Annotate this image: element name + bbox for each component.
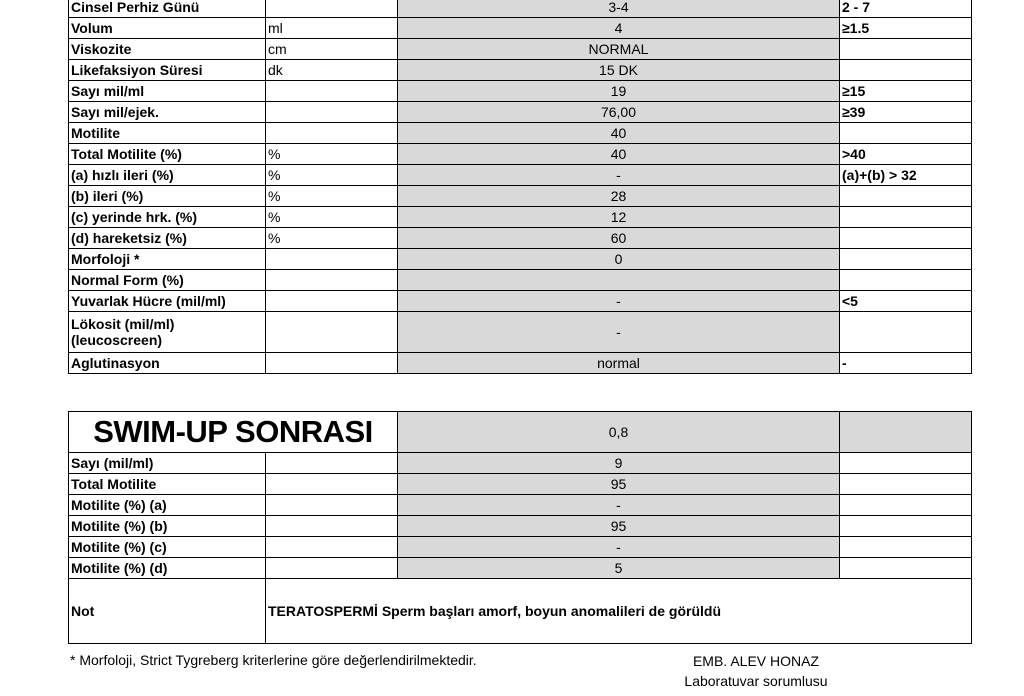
swim-row-reference bbox=[840, 558, 972, 579]
row-unit: % bbox=[266, 186, 398, 207]
signature-block bbox=[676, 651, 836, 691]
table-row bbox=[69, 123, 972, 144]
table-row bbox=[69, 516, 972, 537]
row-value: normal bbox=[398, 353, 840, 374]
swim-row-reference bbox=[840, 453, 972, 474]
table-row bbox=[69, 249, 972, 270]
row-value: 40 bbox=[398, 144, 840, 165]
row-label: Likefaksiyon Süresi bbox=[69, 60, 266, 81]
swim-row-unit bbox=[266, 474, 398, 495]
row-reference bbox=[840, 186, 972, 207]
swim-row-label: Sayı (mil/ml) bbox=[69, 453, 266, 474]
signer-title: Laboratuvar sorumlusu bbox=[684, 673, 828, 689]
swim-row-value: - bbox=[398, 537, 840, 558]
swim-row-reference bbox=[840, 474, 972, 495]
row-value: - bbox=[398, 312, 840, 353]
row-unit: % bbox=[266, 165, 398, 186]
row-unit bbox=[266, 291, 398, 312]
swim-up-title: SWIM-UP SONRASI bbox=[69, 412, 398, 453]
semen-analysis-table bbox=[68, 0, 972, 374]
row-reference: ≥39 bbox=[840, 102, 972, 123]
swim-row-reference bbox=[840, 516, 972, 537]
table-row bbox=[69, 270, 972, 291]
row-label: Viskozite bbox=[69, 39, 266, 60]
row-label: Motilite bbox=[69, 123, 266, 144]
row-value: 19 bbox=[398, 81, 840, 102]
row-label: (a) hızlı ileri (%) bbox=[69, 165, 266, 186]
row-reference bbox=[840, 249, 972, 270]
swim-row-label: Motilite (%) (b) bbox=[69, 516, 266, 537]
row-label: Aglutinasyon bbox=[69, 353, 266, 374]
swim-row-value: 95 bbox=[398, 474, 840, 495]
table-row bbox=[69, 558, 972, 579]
morphology-footnote: * Morfoloji, Strict Tygreberg kriterlerine göre değerlendirilmektedir. bbox=[70, 652, 477, 668]
row-reference bbox=[840, 123, 972, 144]
row-unit: % bbox=[266, 144, 398, 165]
row-reference: (a)+(b) > 32 bbox=[840, 165, 972, 186]
row-label: Normal Form (%) bbox=[69, 270, 266, 291]
row-unit bbox=[266, 249, 398, 270]
table-row bbox=[69, 39, 972, 60]
row-value: - bbox=[398, 291, 840, 312]
row-value: 60 bbox=[398, 228, 840, 249]
row-unit bbox=[266, 102, 398, 123]
table-row bbox=[69, 291, 972, 312]
row-reference bbox=[840, 228, 972, 249]
swim-row-unit bbox=[266, 558, 398, 579]
swim-row-value: 5 bbox=[398, 558, 840, 579]
row-value: 28 bbox=[398, 186, 840, 207]
row-label: (c) yerinde hrk. (%) bbox=[69, 207, 266, 228]
row-label: Morfoloji * bbox=[69, 249, 266, 270]
table-row bbox=[69, 102, 972, 123]
table-row bbox=[69, 312, 972, 353]
row-reference: 2 - 7 bbox=[840, 0, 972, 18]
table-row bbox=[69, 18, 972, 39]
swim-row-value: 9 bbox=[398, 453, 840, 474]
row-value: - bbox=[398, 165, 840, 186]
row-label: Sayı mil/ejek. bbox=[69, 102, 266, 123]
row-label: Volum bbox=[69, 18, 266, 39]
swim-row-label: Motilite (%) (a) bbox=[69, 495, 266, 516]
row-unit: % bbox=[266, 228, 398, 249]
swim-row-value: 95 bbox=[398, 516, 840, 537]
row-reference bbox=[840, 39, 972, 60]
row-label: (d) hareketsiz (%) bbox=[69, 228, 266, 249]
table-row bbox=[69, 495, 972, 516]
swim-row-unit bbox=[266, 537, 398, 558]
row-value: 40 bbox=[398, 123, 840, 144]
swim-row-reference bbox=[840, 495, 972, 516]
swim-row-unit bbox=[266, 495, 398, 516]
row-value: 76,00 bbox=[398, 102, 840, 123]
row-label: Total Motilite (%) bbox=[69, 144, 266, 165]
row-label: (b) ileri (%) bbox=[69, 186, 266, 207]
table-row bbox=[69, 165, 972, 186]
swim-up-title-ref bbox=[840, 412, 972, 453]
swim-row-value: - bbox=[398, 495, 840, 516]
row-reference bbox=[840, 207, 972, 228]
row-label: Sayı mil/ml bbox=[69, 81, 266, 102]
swim-up-table bbox=[68, 411, 972, 644]
table-row bbox=[69, 228, 972, 249]
row-unit bbox=[266, 270, 398, 291]
swim-row-unit bbox=[266, 516, 398, 537]
signer-name: EMB. ALEV HONAZ bbox=[692, 653, 820, 669]
row-reference: <5 bbox=[840, 291, 972, 312]
row-reference: ≥15 bbox=[840, 81, 972, 102]
swim-row-label: Motilite (%) (c) bbox=[69, 537, 266, 558]
row-label: Cinsel Perhiz Günü bbox=[69, 0, 266, 18]
table-row bbox=[69, 186, 972, 207]
row-reference bbox=[840, 270, 972, 291]
row-label: Yuvarlak Hücre (mil/ml) bbox=[69, 291, 266, 312]
row-reference: - bbox=[840, 353, 972, 374]
row-unit bbox=[266, 353, 398, 374]
row-value bbox=[398, 270, 840, 291]
row-unit: ml bbox=[266, 18, 398, 39]
row-value: 12 bbox=[398, 207, 840, 228]
table-row bbox=[69, 0, 972, 18]
swim-up-header-row bbox=[69, 412, 972, 453]
swim-row-unit bbox=[266, 453, 398, 474]
row-unit bbox=[266, 81, 398, 102]
table-row bbox=[69, 207, 972, 228]
row-value: NORMAL bbox=[398, 39, 840, 60]
row-reference bbox=[840, 60, 972, 81]
note-text: TERATOSPERMİ Sperm başları amorf, boyun anomalileri de görüldü bbox=[266, 579, 972, 644]
table-row bbox=[69, 537, 972, 558]
swim-row-label: Motilite (%) (d) bbox=[69, 558, 266, 579]
row-value: 3-4 bbox=[398, 0, 840, 18]
row-reference: ≥1.5 bbox=[840, 18, 972, 39]
row-value: 0 bbox=[398, 249, 840, 270]
row-label: Lökosit (mil/ml) (leucoscreen) bbox=[69, 312, 266, 353]
row-unit bbox=[266, 0, 398, 18]
row-value: 4 bbox=[398, 18, 840, 39]
note-label: Not bbox=[69, 579, 266, 644]
row-unit: cm bbox=[266, 39, 398, 60]
swim-row-label: Total Motilite bbox=[69, 474, 266, 495]
table-row bbox=[69, 474, 972, 495]
table-row bbox=[69, 144, 972, 165]
swim-up-title-value: 0,8 bbox=[398, 412, 840, 453]
row-reference bbox=[840, 312, 972, 353]
row-unit bbox=[266, 312, 398, 353]
row-unit: dk bbox=[266, 60, 398, 81]
table-row bbox=[69, 60, 972, 81]
table-row bbox=[69, 353, 972, 374]
row-reference: >40 bbox=[840, 144, 972, 165]
swim-row-reference bbox=[840, 537, 972, 558]
row-value: 15 DK bbox=[398, 60, 840, 81]
table-row bbox=[69, 81, 972, 102]
note-row bbox=[69, 579, 972, 644]
table-row bbox=[69, 453, 972, 474]
row-unit: % bbox=[266, 207, 398, 228]
row-unit bbox=[266, 123, 398, 144]
